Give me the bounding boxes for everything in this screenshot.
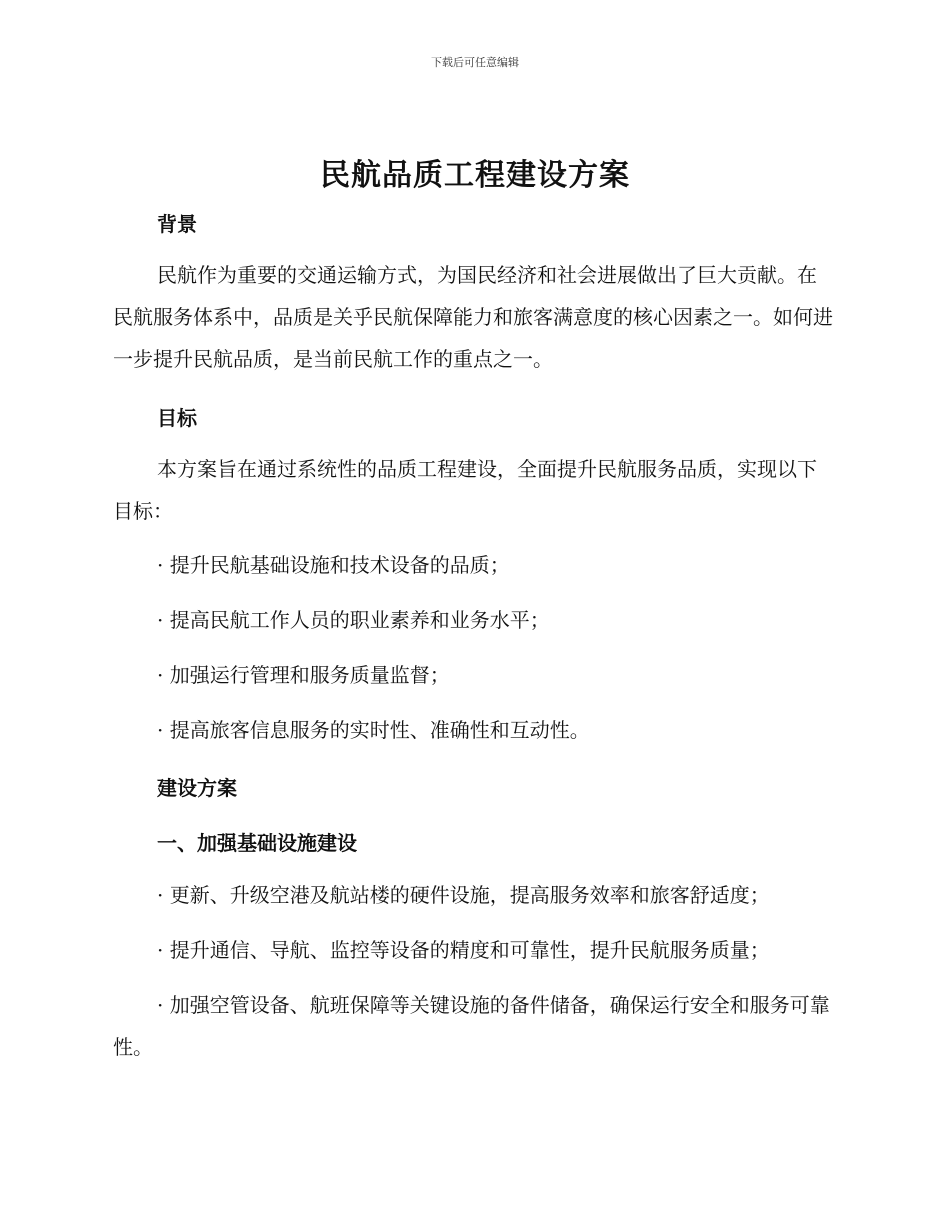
document-title: 民航品质工程建设方案 (320, 158, 630, 193)
background-paragraph: 民航作为重要的交通运输方式，为国民经济和社会进展做出了巨大贡献。在民航服务体系中，品质是关乎民航保障能力和旅客满意度的核心因素之一。如何进一步提升民航品质，是当前民航工作的重点之一。 (113, 263, 833, 371)
goal-item: · 提高旅客信息服务的实时性、准确性和互动性。 (157, 718, 590, 742)
plan-subheading-infrastructure: 一、加强基础设施建设 (157, 831, 357, 855)
plan-item: · 提升通信、导航、监控等设备的精度和可靠性，提升民航服务质量； (157, 938, 770, 962)
goal-item: · 提高民航工作人员的职业素养和业务水平； (157, 608, 550, 632)
goal-item: · 加强运行管理和服务质量监督； (157, 663, 450, 687)
goals-intro-paragraph: 本方案旨在通过系统性的品质工程建设，全面提升民航服务品质，实现以下目标： (113, 457, 817, 523)
section-heading-background: 背景 (157, 212, 197, 236)
plan-item: · 更新、升级空港及航站楼的硬件设施，提高服务效率和旅客舒适度； (157, 883, 770, 907)
plan-item-wrapped: · 加强空管设备、航班保障等关键设施的备件储备，确保运行安全和服务可靠性。 (113, 993, 830, 1059)
goal-item: · 提升民航基础设施和技术设备的品质； (157, 553, 510, 577)
section-heading-plan: 建设方案 (157, 776, 237, 800)
section-heading-goals: 目标 (157, 406, 197, 430)
header-note: 下载后可任意编辑 (431, 56, 519, 69)
